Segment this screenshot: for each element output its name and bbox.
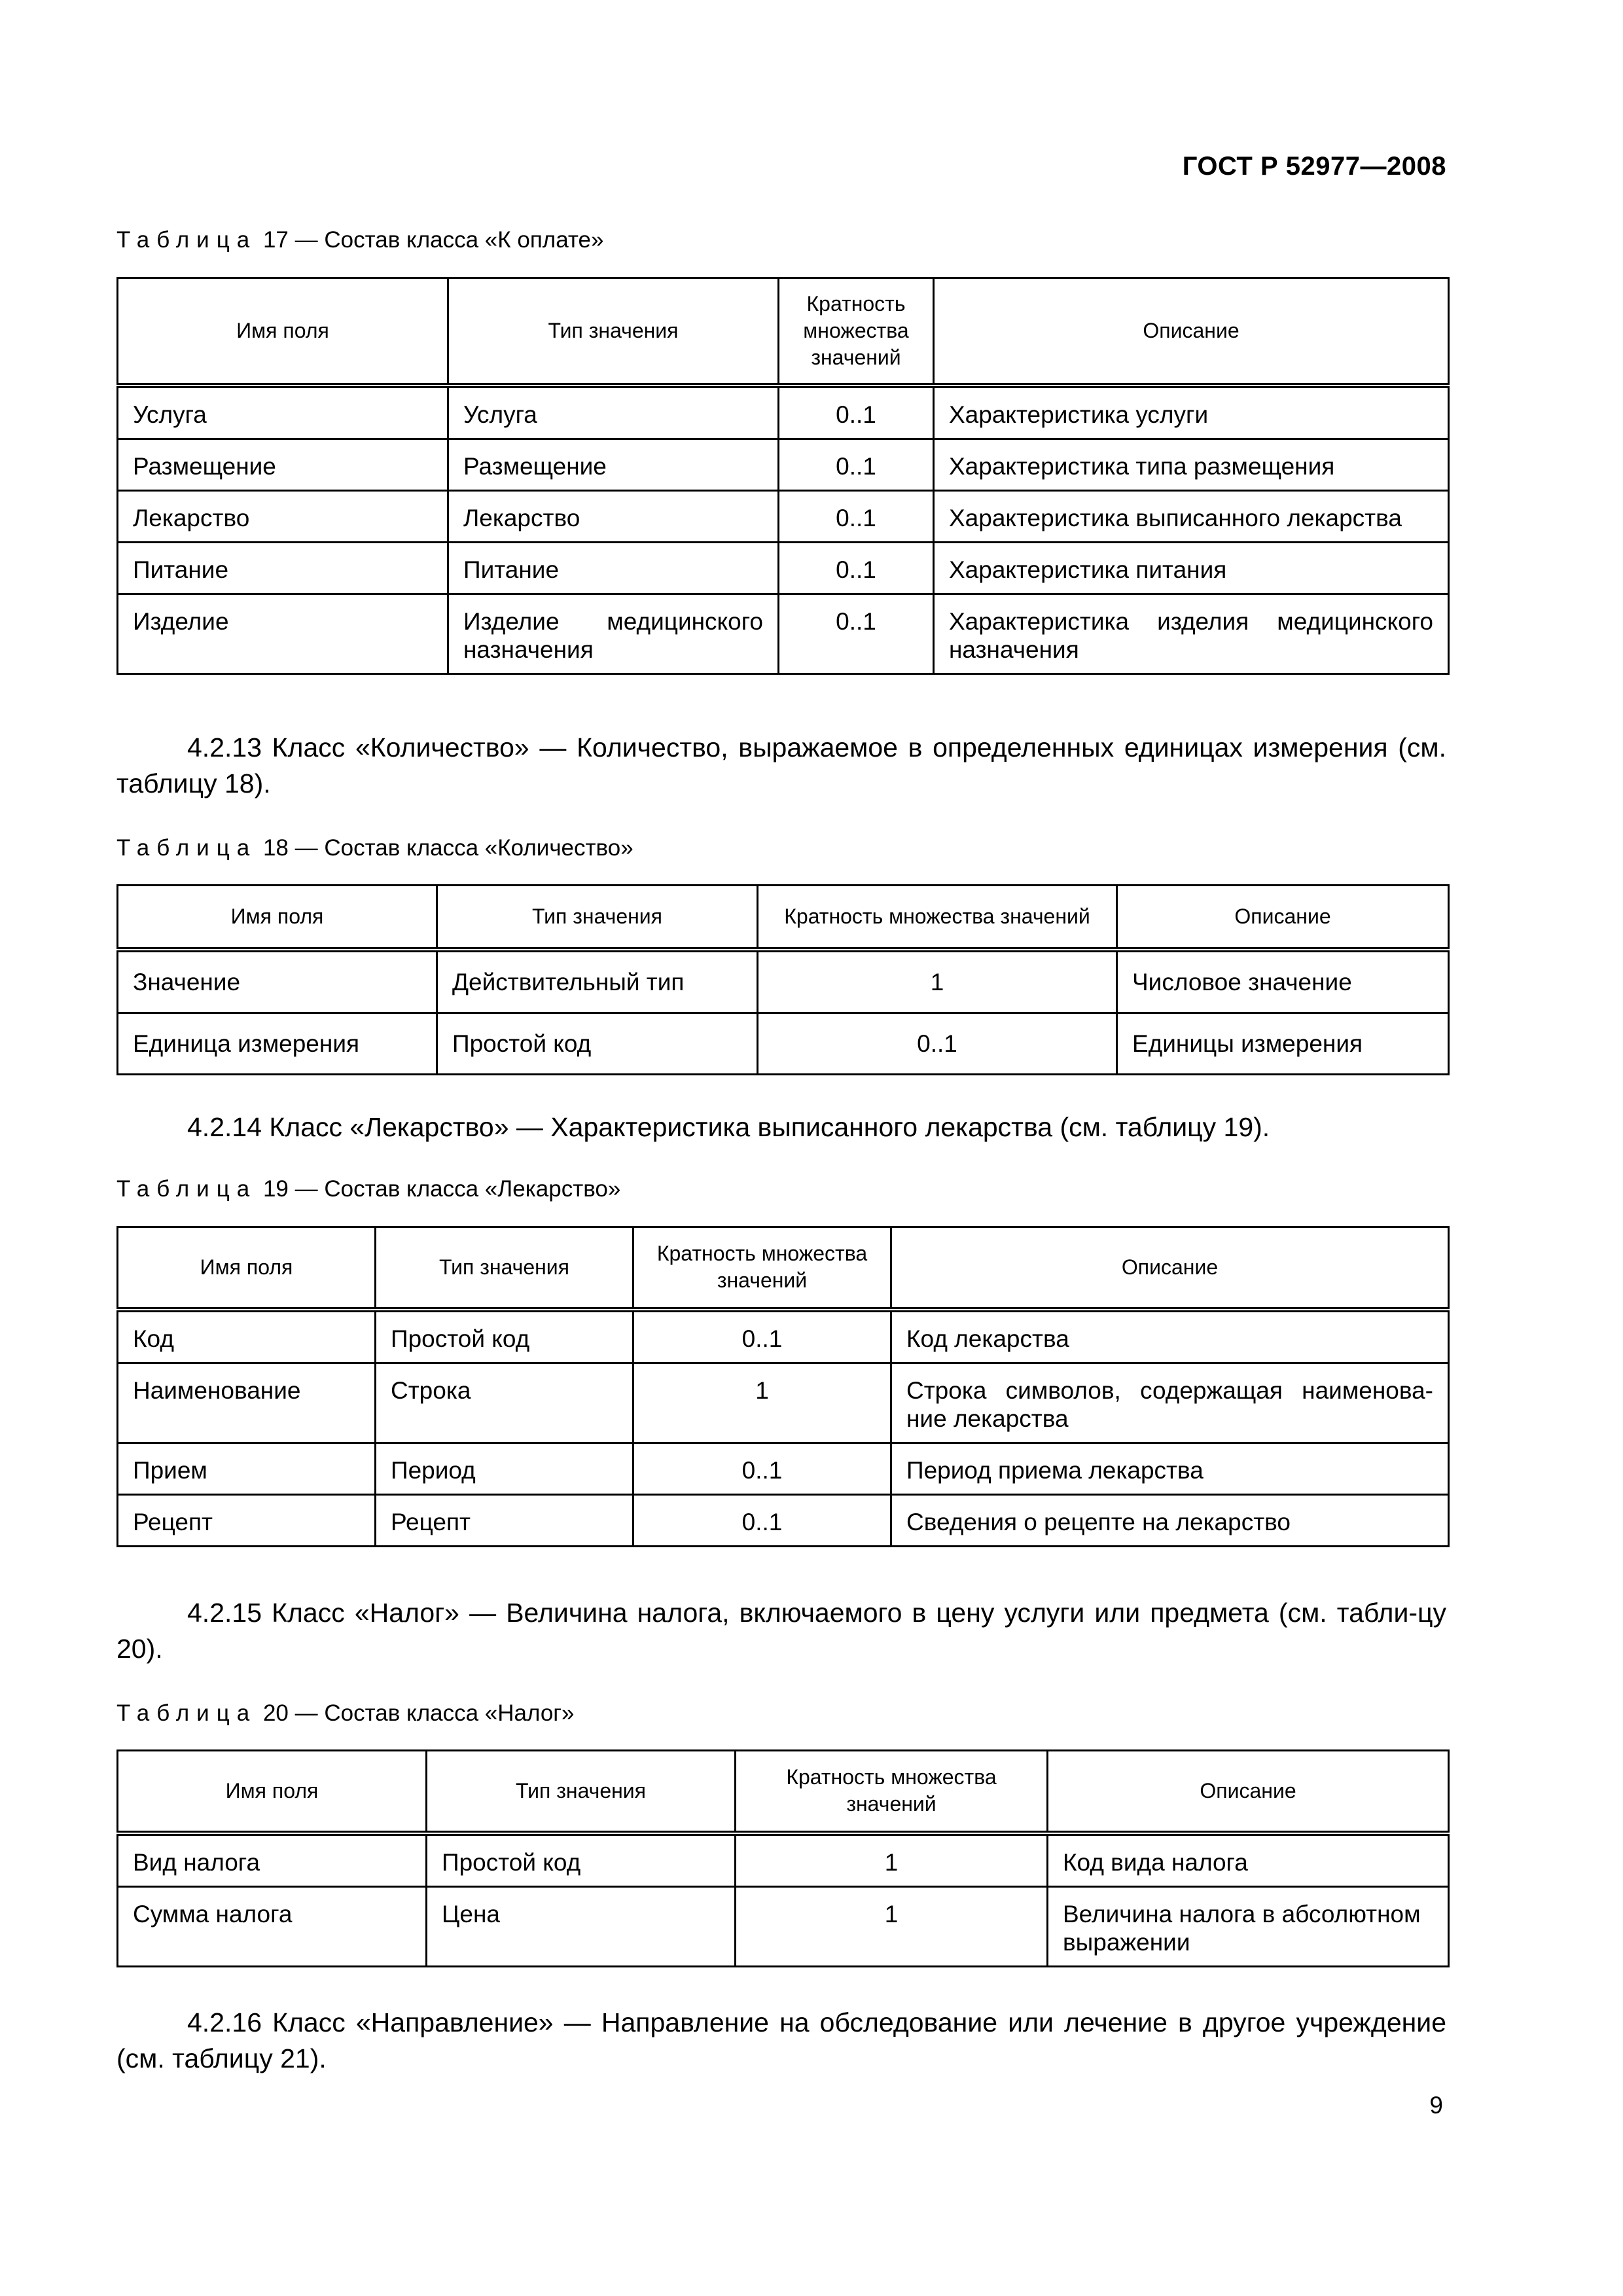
page-number: 9 (1429, 2092, 1443, 2119)
table-cell: Лекарство (118, 490, 448, 542)
table-cell: Изделие (118, 594, 448, 673)
table-cell: 0..1 (779, 542, 934, 594)
table-cell: 1 (736, 1833, 1048, 1887)
table-cell: Лекарство (448, 490, 779, 542)
table-cell: Характеристика изделия медицинского назначения (934, 594, 1449, 673)
table-cell: Код (118, 1310, 376, 1363)
table-cell: Код лекарства (891, 1310, 1449, 1363)
table-20-caption (116, 1700, 575, 1727)
table-cell: Питание (448, 542, 779, 594)
header-cell: Кратность множества значений (736, 1751, 1048, 1833)
table-cell: Цена (427, 1886, 736, 1966)
table-cell: Услуга (118, 386, 448, 439)
table-17-caption (116, 227, 603, 253)
table-row (118, 1363, 1449, 1443)
table-row (118, 490, 1449, 542)
table-cell: 0..1 (779, 594, 934, 673)
header-cell: Тип значения (437, 886, 758, 950)
table-label: Таблица (116, 1700, 257, 1726)
table-header-row (118, 886, 1449, 950)
table-19-caption (116, 1176, 620, 1202)
table-row (118, 1833, 1449, 1887)
table-row (118, 594, 1449, 673)
table-cell: Строка (376, 1363, 633, 1443)
table-19 (116, 1226, 1450, 1547)
header-cell: Имя поля (118, 278, 448, 386)
table-cell: Единицы измерения (1117, 1013, 1449, 1074)
table-18-caption (116, 835, 633, 861)
table-cell: Код вида налога (1048, 1833, 1449, 1887)
header-cell: Описание (1048, 1751, 1449, 1833)
table-header-row (118, 1227, 1449, 1310)
table-cell: Размещение (448, 439, 779, 490)
table-18 (116, 884, 1450, 1075)
table-row (118, 386, 1449, 439)
table-cell: Действительный тип (437, 950, 758, 1013)
table-cell: Строка символов, содержащая наименова-ние лекарства (891, 1363, 1449, 1443)
caption-text: 20 — Состав класса «Налог» (262, 1700, 575, 1726)
table-row (118, 1443, 1449, 1494)
table-header-row (118, 278, 1449, 386)
paragraph-4-2-16 (116, 2005, 1446, 2077)
paragraph-text: 4.2.14 Класс «Лекарство» — Характеристика выписанного лекарства (см. таблицу 19). (187, 1112, 1270, 1142)
table-cell: 1 (736, 1886, 1048, 1966)
table-row (118, 542, 1449, 594)
header-cell: Тип значения (448, 278, 779, 386)
header-cell: Кратность множества значений (633, 1227, 891, 1310)
table-cell: Числовое значение (1117, 950, 1449, 1013)
table-cell: Значение (118, 950, 437, 1013)
table-cell: 0..1 (633, 1494, 891, 1546)
table-cell: Простой код (427, 1833, 736, 1887)
table-cell: Наименование (118, 1363, 376, 1443)
caption-text: 19 — Состав класса «Лекарство» (262, 1176, 621, 1202)
table-cell: Сумма налога (118, 1886, 427, 1966)
table-label: Таблица (116, 227, 257, 253)
header-cell: Описание (934, 278, 1449, 386)
header-cell: Имя поля (118, 1227, 376, 1310)
table-cell: Период приема лекарства (891, 1443, 1449, 1494)
table-label: Таблица (116, 835, 257, 861)
table-cell: Единица измерения (118, 1013, 437, 1074)
header-cell: Кратность множества значений (758, 886, 1117, 950)
table-cell: Характеристика питания (934, 542, 1449, 594)
table-20 (116, 1749, 1450, 1967)
paragraph-4-2-14 (116, 1109, 1446, 1145)
header-cell: Тип значения (427, 1751, 736, 1833)
table-cell: Питание (118, 542, 448, 594)
table-header-row (118, 1751, 1449, 1833)
header-cell: Кратность множества значений (779, 278, 934, 386)
table-17 (116, 277, 1450, 675)
table-cell: Сведения о рецепте на лекарство (891, 1494, 1449, 1546)
header-cell: Тип значения (376, 1227, 633, 1310)
table-row (118, 1494, 1449, 1546)
header-cell: Описание (891, 1227, 1449, 1310)
document-code: ГОСТ Р 52977—2008 (1182, 152, 1446, 181)
table-cell: Размещение (118, 439, 448, 490)
table-cell: Рецепт (376, 1494, 633, 1546)
table-row (118, 1886, 1449, 1966)
caption-text: 18 — Состав класса «Количество» (262, 835, 633, 861)
table-cell: Простой код (437, 1013, 758, 1074)
table-cell: Величина налога в абсолютном выражении (1048, 1886, 1449, 1966)
table-row (118, 439, 1449, 490)
table-cell: 0..1 (779, 386, 934, 439)
table-cell: 0..1 (779, 439, 934, 490)
header-cell: Имя поля (118, 1751, 427, 1833)
table-cell: 0..1 (758, 1013, 1117, 1074)
table-row (118, 1013, 1449, 1074)
caption-text: 17 — Состав класса «К оплате» (262, 227, 604, 253)
paragraph-4-2-13 (116, 730, 1446, 802)
header-cell: Имя поля (118, 886, 437, 950)
table-cell: Изделие медицинского назначения (448, 594, 779, 673)
table-cell: 0..1 (779, 490, 934, 542)
table-cell: Вид налога (118, 1833, 427, 1887)
table-cell: Период (376, 1443, 633, 1494)
table-cell: 0..1 (633, 1443, 891, 1494)
table-cell: Характеристика типа размещения (934, 439, 1449, 490)
table-row (118, 1310, 1449, 1363)
header-cell: Описание (1117, 886, 1449, 950)
table-cell: Рецепт (118, 1494, 376, 1546)
paragraph-text: 4.2.16 Класс «Направление» — Направление на обследование или лечение в другое учреждение (см. таблицу 21). (116, 2007, 1446, 2073)
table-cell: 1 (758, 950, 1117, 1013)
table-cell: Характеристика услуги (934, 386, 1449, 439)
table-row (118, 950, 1449, 1013)
table-label: Таблица (116, 1176, 257, 1202)
paragraph-text: 4.2.13 Класс «Количество» — Количество, выражаемое в определенных единицах измерения (см. таблицу 18). (116, 732, 1446, 798)
table-cell: 1 (633, 1363, 891, 1443)
table-cell: Простой код (376, 1310, 633, 1363)
table-cell: Характеристика выписанного лекарства (934, 490, 1449, 542)
table-cell: 0..1 (633, 1310, 891, 1363)
table-cell: Прием (118, 1443, 376, 1494)
paragraph-4-2-15 (116, 1595, 1446, 1667)
table-cell: Услуга (448, 386, 779, 439)
paragraph-text: 4.2.15 Класс «Налог» — Величина налога, включаемого в цену услуги или предмета (см. табли-цу 20). (116, 1598, 1446, 1664)
